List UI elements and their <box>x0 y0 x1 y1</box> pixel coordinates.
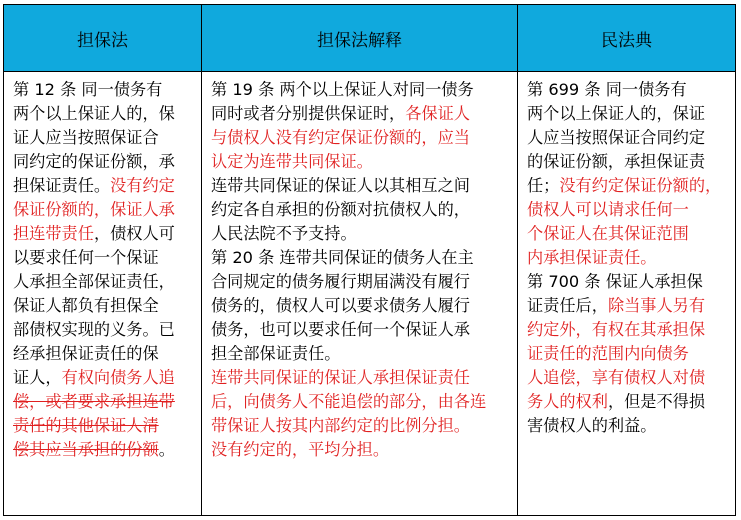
text-segment: 没有约定保证份额的， <box>559 176 722 195</box>
text-segment: 两个以上保证人的，保 <box>13 104 175 123</box>
text-segment: 证人应当按照保证合 <box>13 128 159 147</box>
text-line <box>211 102 470 126</box>
text-segment: 人追偿，享有债权人对债 <box>527 368 706 387</box>
text-line <box>13 438 175 462</box>
text-line <box>13 198 175 222</box>
text-line <box>527 78 687 102</box>
text-segment: 内承担保证责任。 <box>527 248 657 267</box>
text-segment: 。 <box>158 440 175 459</box>
text-segment: 与债权人没有约定保证份额的，应当 <box>211 128 470 147</box>
text-line <box>13 270 175 294</box>
text-segment: 各保证人 <box>405 104 470 123</box>
text-segment: 担连带责任 <box>13 224 94 243</box>
text-segment: 没有约定 <box>110 176 175 195</box>
text-segment: 债务，也可以要求任何一个保证人承 <box>211 320 470 339</box>
text-segment: 带保证人按其内部约定的比例分担。 <box>211 416 470 435</box>
text-segment: 债权人可以请求任何一 <box>527 200 689 219</box>
text-line <box>527 318 705 342</box>
text-line <box>211 342 341 366</box>
text-line <box>527 102 705 126</box>
text-segment: 保证人都负有担保全 <box>13 296 159 315</box>
column-danbaofa <box>4 72 202 515</box>
text-segment: 除当事人另有 <box>607 296 706 315</box>
text-segment: 偿其应当承担的份额 <box>13 440 159 459</box>
text-line <box>527 198 689 222</box>
text-segment: 证责任后， <box>527 296 608 315</box>
text-line <box>13 414 159 438</box>
text-segment: 部债权实现的义务。已 <box>13 320 175 339</box>
text-line <box>527 414 657 438</box>
text-segment: 连带共同保证的保证人承担保证责任 <box>211 368 470 387</box>
text-segment: 经承担保证责任的保 <box>13 344 159 363</box>
text-line <box>211 366 470 390</box>
text-line <box>13 222 175 246</box>
text-line <box>527 270 703 294</box>
text-line <box>211 270 470 294</box>
text-segment: 第 699 条 同一债务有 <box>527 80 687 99</box>
text-line <box>211 126 470 150</box>
text-line <box>13 150 175 174</box>
column-danbaofa-jieshi <box>202 72 518 515</box>
text-segment: 人承担全部保证责任， <box>13 272 175 291</box>
text-segment: 第 19 条 两个以上保证人对同一债务 <box>211 80 474 99</box>
text-line <box>527 150 705 174</box>
text-segment: 认定为连带共同保证。 <box>211 152 373 171</box>
text-segment: 保证份额的，保证人承 <box>13 200 175 219</box>
text-line <box>527 390 705 414</box>
text-line <box>211 222 357 246</box>
header-label: 民法典 <box>601 30 652 51</box>
text-line <box>211 174 470 198</box>
header-danbaofa-jieshi <box>202 5 518 71</box>
column-minfadian <box>518 72 735 515</box>
text-segment: 没有约定的，平均分担。 <box>211 440 390 459</box>
comparison-table <box>3 4 736 516</box>
text-segment: 第 12 条 同一债务有 <box>13 80 163 99</box>
text-line <box>211 294 470 318</box>
text-segment: 后，向债务人不能追偿的部分，由各连 <box>211 392 487 411</box>
header-minfadian <box>518 5 735 71</box>
text-segment: 证责任的范围内向债务 <box>527 344 689 363</box>
text-segment: 债务的，债权人可以要求债务人履行 <box>211 296 470 315</box>
text-segment: 害债权人的利益。 <box>527 416 657 435</box>
text-segment: 偿，或者要求承担连带 <box>13 392 175 411</box>
text-line <box>527 222 689 246</box>
text-segment: 的保证份额，承担保证责 <box>527 152 706 171</box>
text-segment: 担全部保证责任。 <box>211 344 341 363</box>
text-line <box>13 102 175 126</box>
text-line <box>527 366 705 390</box>
text-segment: 人应当按照保证合同约定 <box>527 128 706 147</box>
text-line <box>527 174 721 198</box>
text-line <box>211 414 470 438</box>
text-line <box>211 198 470 222</box>
text-line <box>211 150 373 174</box>
text-line <box>211 246 474 270</box>
text-line <box>211 78 474 102</box>
text-segment: 合同规定的债务履行期届满没有履行 <box>211 272 470 291</box>
text-segment: 有权向债务人追 <box>61 368 175 387</box>
text-segment: 约定外，有权在其承担保 <box>527 320 706 339</box>
text-segment: 同时或者分别提供保证时， <box>211 104 406 123</box>
text-line <box>527 294 705 318</box>
text-segment: 责任的其他保证人清 <box>13 416 159 435</box>
header-label: 担保法解释 <box>317 30 402 51</box>
text-segment: 担保证责任。 <box>13 176 111 195</box>
text-segment: 证人， <box>13 368 62 387</box>
text-line <box>13 126 159 150</box>
text-line <box>211 318 470 342</box>
text-segment: 两个以上保证人的，保证 <box>527 104 706 123</box>
text-line <box>13 342 159 366</box>
text-segment: 约定各自承担的份额对抗债权人的， <box>211 200 470 219</box>
text-segment: 以要求任何一个保证 <box>13 248 159 267</box>
text-segment: 任； <box>527 176 560 195</box>
text-line <box>211 438 389 462</box>
header-danbaofa <box>4 5 202 71</box>
text-line <box>527 342 689 366</box>
text-line <box>211 390 486 414</box>
text-line <box>13 366 175 390</box>
text-segment: 务人的权利 <box>527 392 608 411</box>
text-line <box>13 78 162 102</box>
text-segment: 人民法院不予支持。 <box>211 224 357 243</box>
text-line <box>13 390 175 414</box>
text-line <box>13 294 159 318</box>
text-line <box>13 174 175 198</box>
text-line <box>13 318 175 342</box>
header-label: 担保法 <box>77 30 128 51</box>
text-segment: 连带共同保证的保证人以其相互之间 <box>211 176 470 195</box>
text-line <box>13 246 159 270</box>
text-line <box>527 246 657 270</box>
text-segment: 第 700 条 保证人承担保 <box>527 272 703 291</box>
text-segment: 第 20 条 连带共同保证的债务人在主 <box>211 248 474 267</box>
text-segment: 同约定的保证份额，承 <box>13 152 175 171</box>
text-segment: ，债权人可 <box>93 224 175 243</box>
text-segment: 个保证人在其保证范围 <box>527 224 689 243</box>
text-segment: ，但是不得损 <box>607 392 706 411</box>
text-line <box>527 126 705 150</box>
